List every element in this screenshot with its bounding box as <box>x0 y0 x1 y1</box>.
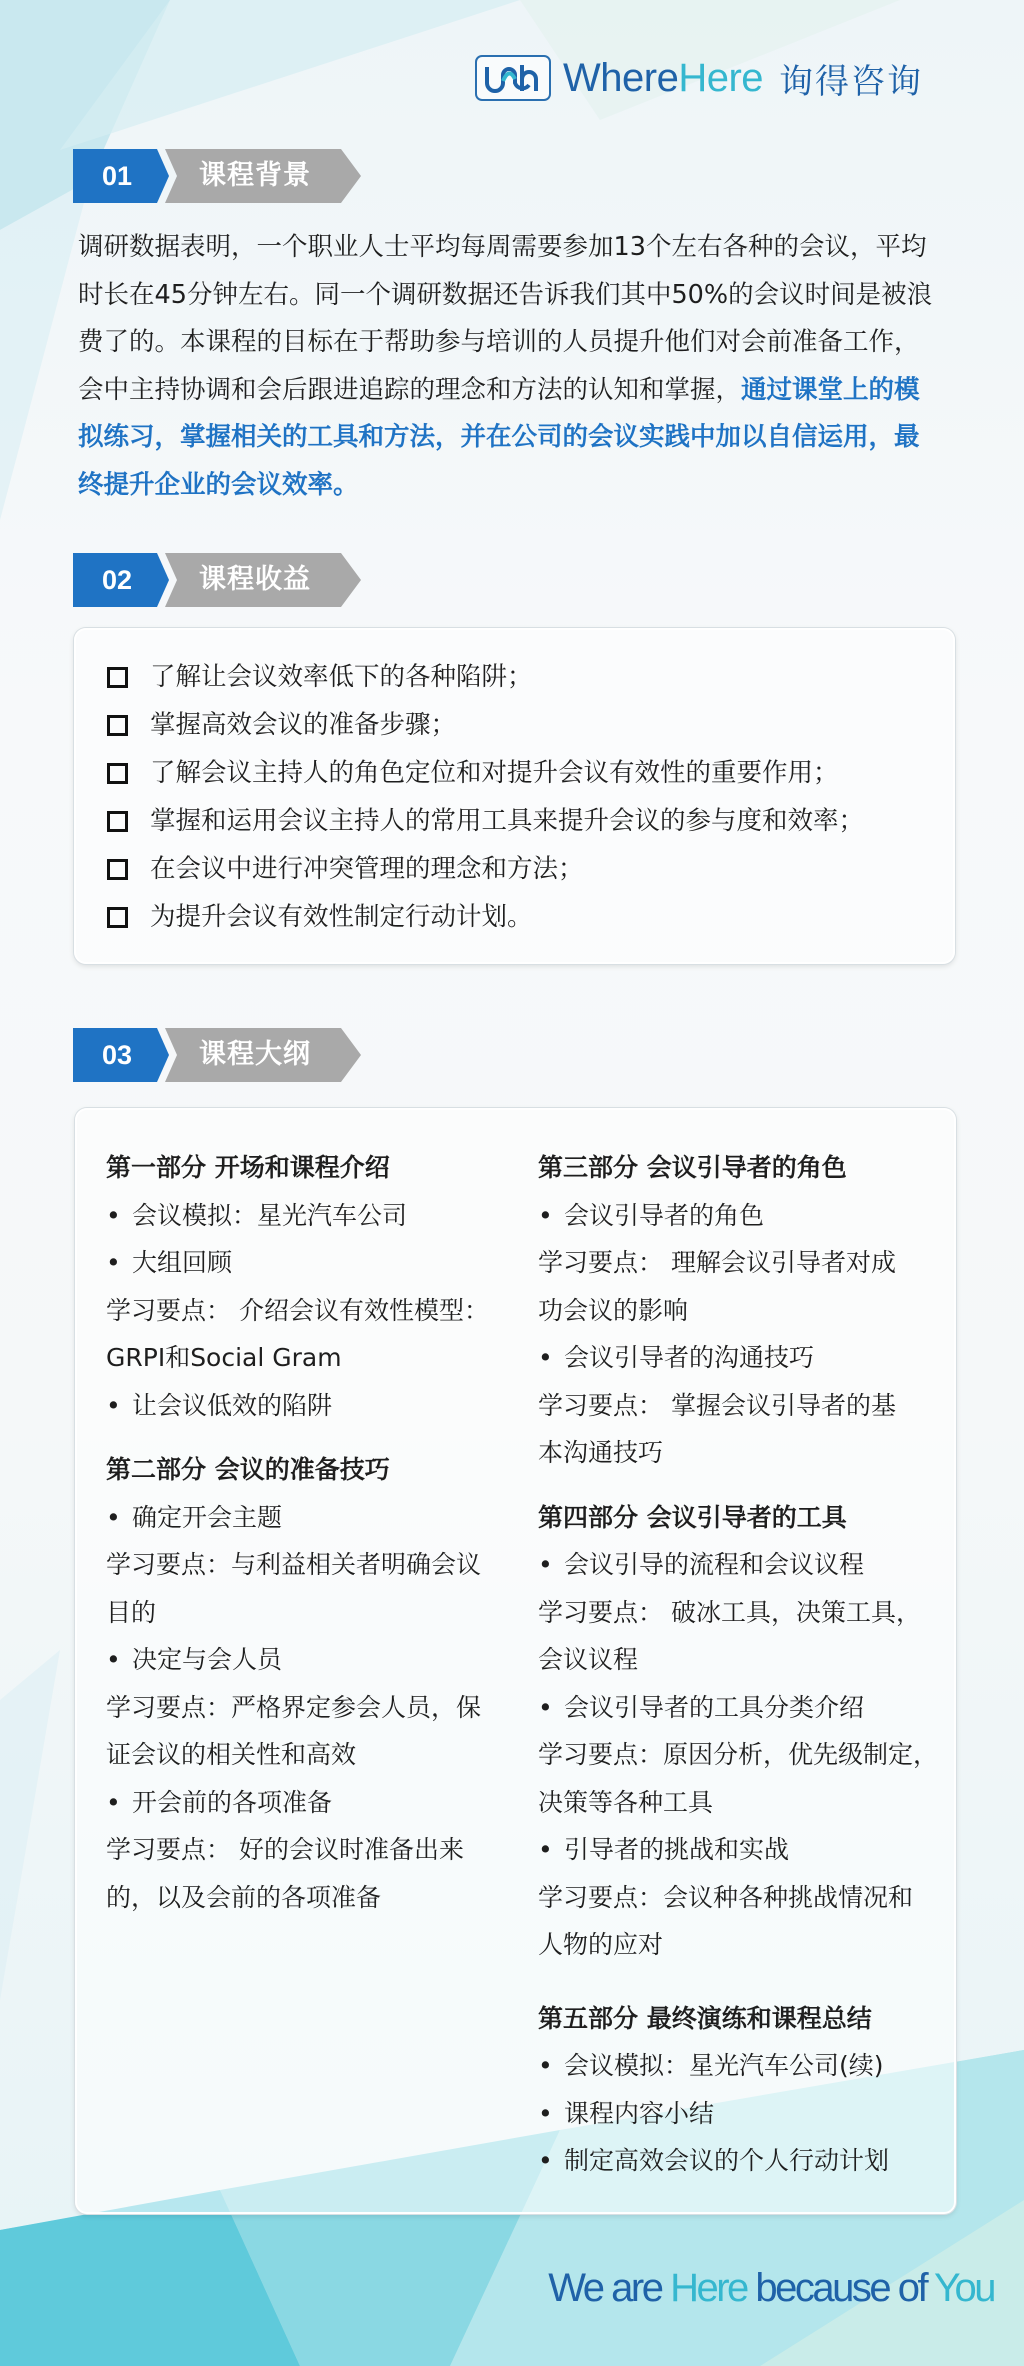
outline-text: 让会议低效的陷阱 <box>132 1390 333 1420</box>
benefit-text: 了解让会议效率低下的各种陷阱； <box>150 662 533 692</box>
outline-text: 学习要点：严格界定参会人员，保 <box>106 1692 482 1722</box>
outline-text: GRPI和Social Gram <box>106 1343 342 1372</box>
outline-learning-point <box>538 1382 938 1430</box>
background-paragraph <box>78 224 978 509</box>
logo-word-here: Here <box>678 55 764 100</box>
outline-bullet-item <box>538 2090 938 2138</box>
paragraph-line <box>78 272 978 320</box>
logo-mark-icon <box>475 55 551 101</box>
paragraph-highlight: 终提升企业的会议效率。 <box>78 469 359 500</box>
outline-learning-point <box>538 1731 938 1779</box>
outline-bullet-item <box>106 1779 489 1827</box>
paragraph-line <box>78 414 978 462</box>
outline-text: 证会议的相关性和高效 <box>106 1740 357 1769</box>
outline-text: 本沟通技巧 <box>538 1438 664 1467</box>
outline-bullet-item <box>106 1382 489 1430</box>
section-header-benefits <box>73 553 363 607</box>
slogan-part: We are <box>548 2266 671 2310</box>
outline-learning-point <box>106 1684 489 1732</box>
outline-text: 第四部分 会议引导者的工具 <box>538 1502 847 1532</box>
outline-part-heading <box>538 1995 938 2043</box>
benefit-item <box>107 653 533 701</box>
outline-text: 制定高效会议的个人行动计划 <box>564 2146 890 2175</box>
outline-text: 会议引导者的角色 <box>564 1200 765 1230</box>
outline-learning-point <box>106 1334 489 1382</box>
outline-text: 第一部分 开场和课程介绍 <box>106 1153 390 1182</box>
bullet-icon: • <box>538 1835 553 1864</box>
outline-part-heading <box>538 1144 938 1192</box>
benefit-text: 了解会议主持人的角色定位和对提升会议有效性的重要作用； <box>150 758 839 788</box>
footer-slogan <box>548 2266 994 2311</box>
outline-part-heading <box>538 1494 938 1542</box>
outline-text: 的，以及会前的各项准备 <box>106 1882 382 1912</box>
outline-text: 学习要点：会议种各种挑战情况和 <box>538 1882 914 1912</box>
bullet-icon: • <box>538 1692 553 1722</box>
outline-learning-point <box>106 1541 489 1589</box>
outline-learning-point <box>538 1921 938 1969</box>
outline-learning-point <box>106 1287 489 1335</box>
paragraph-text: 会中主持协调和会后跟进追踪的理念和方法的认知和掌握， <box>78 374 742 405</box>
paragraph-text: 调研数据表明，一个职业人士平均每周需要参加13个左右各种的会议，平均 <box>78 232 927 262</box>
paragraph-line <box>78 319 978 367</box>
outline-bullet-item <box>538 1541 938 1589</box>
outline-bullet-item <box>538 2042 938 2090</box>
outline-text: 学习要点：与利益相关者明确会议 <box>106 1550 482 1579</box>
outline-text: 确定开会主题 <box>132 1502 283 1532</box>
outline-learning-point <box>106 1826 489 1874</box>
slogan-part: Here <box>670 2266 747 2310</box>
brand-logo <box>475 54 923 102</box>
outline-left-column <box>106 1144 489 1921</box>
outline-text: 学习要点： 介绍会议有效性模型： <box>106 1295 489 1325</box>
outline-text: 人物的应对 <box>538 1930 664 1959</box>
outline-text: 会议引导者的沟通技巧 <box>564 1343 815 1372</box>
outline-learning-point <box>538 1636 938 1684</box>
outline-learning-point <box>106 1589 489 1637</box>
checkbox-square-icon <box>107 667 128 688</box>
outline-text: 学习要点： 破冰工具，决策工具， <box>538 1597 921 1627</box>
outline-bullet-item <box>538 1826 938 1874</box>
bullet-icon: • <box>538 2098 553 2128</box>
outline-learning-point <box>538 1779 938 1827</box>
outline-bullet-item <box>106 1192 489 1240</box>
bullet-icon: • <box>538 1200 553 1230</box>
outline-bullet-item <box>106 1494 489 1542</box>
benefit-item <box>107 797 864 845</box>
outline-text: 引导者的挑战和实战 <box>564 1835 790 1864</box>
checkbox-square-icon <box>107 763 128 784</box>
paragraph-text: 费了的。本课程的目标在于帮助参与培训的人员提升他们对会前准备工作， <box>78 327 920 357</box>
paragraph-highlight: 拟练习，掌握相关的工具和方法，并在公司的会议实践中加以自信运用，最 <box>78 422 920 452</box>
bullet-icon: • <box>538 1550 553 1579</box>
outline-learning-point <box>538 1874 938 1922</box>
bullet-icon: • <box>106 1390 121 1420</box>
outline-text: 会议议程 <box>538 1645 639 1674</box>
benefit-item <box>107 893 533 941</box>
outline-learning-point <box>538 1239 938 1287</box>
benefit-item <box>107 749 839 797</box>
benefit-item <box>107 701 456 749</box>
checkbox-square-icon <box>107 859 128 880</box>
paragraph-text: 时长在45分钟左右。同一个调研数据还告诉我们其中50%的会议时间是被浪 <box>78 279 933 310</box>
bullet-icon: • <box>106 1200 121 1230</box>
outline-text: 开会前的各项准备 <box>132 1787 333 1817</box>
bullet-icon: • <box>538 2051 553 2080</box>
section-header-background <box>73 149 363 203</box>
section-title: 课程大纲 <box>199 1039 311 1070</box>
benefit-text: 为提升会议有效性制定行动计划。 <box>150 902 533 932</box>
benefit-text: 掌握和运用会议主持人的常用工具来提升会议的参与度和效率； <box>150 806 865 836</box>
paragraph-line <box>78 224 978 272</box>
checkbox-square-icon <box>107 907 128 928</box>
section-title: 课程收益 <box>199 564 311 595</box>
outline-bullet-item <box>538 1192 938 1240</box>
bullet-icon: • <box>106 1248 121 1277</box>
paragraph-line <box>78 367 978 415</box>
outline-text: 决策等各种工具 <box>538 1787 714 1817</box>
outline-learning-point <box>538 1287 938 1335</box>
bullet-icon: • <box>106 1787 121 1817</box>
bullet-icon: • <box>538 2146 553 2175</box>
section-number: 02 <box>101 565 133 595</box>
bullet-icon: • <box>538 1343 553 1372</box>
outline-text: 学习要点： 掌握会议引导者的基 <box>538 1390 896 1420</box>
outline-bullet-item <box>106 1636 489 1684</box>
bullet-icon: • <box>106 1502 121 1532</box>
logo-chinese-name: 询得咨询 <box>779 61 924 102</box>
outline-learning-point <box>106 1731 489 1779</box>
outline-right-column <box>538 1144 938 2185</box>
outline-text: 学习要点：原因分析，优先级制定， <box>538 1740 939 1769</box>
outline-text: 功会议的影响 <box>538 1295 689 1325</box>
outline-part-heading <box>106 1144 489 1192</box>
outline-bullet-item <box>538 2137 938 2185</box>
section-number: 01 <box>101 161 133 191</box>
bullet-icon: • <box>106 1645 121 1674</box>
outline-text: 决定与会人员 <box>132 1645 283 1674</box>
paragraph-line <box>78 462 978 510</box>
outline-text: 会议引导的流程和会议议程 <box>564 1550 865 1579</box>
outline-text: 会议模拟：星光汽车公司 <box>132 1200 408 1230</box>
section-header-outline <box>73 1028 363 1082</box>
outline-learning-point <box>538 1429 938 1477</box>
logo-word-where: Where <box>563 55 679 100</box>
outline-bullet-item <box>538 1334 938 1382</box>
outline-text: 会议模拟：星光汽车公司(续) <box>564 2051 884 2080</box>
outline-text: 第五部分 最终演练和课程总结 <box>538 2003 872 2033</box>
outline-text: 课程内容小结 <box>564 2098 715 2128</box>
outline-learning-point <box>106 1874 489 1922</box>
outline-text: 目的 <box>106 1597 157 1627</box>
benefit-item <box>107 845 584 893</box>
outline-text: 第二部分 会议的准备技巧 <box>106 1455 390 1484</box>
benefit-text: 掌握高效会议的准备步骤； <box>150 710 457 740</box>
outline-text: 学习要点： 好的会议时准备出来 <box>106 1835 464 1864</box>
outline-text: 会议引导者的工具分类介绍 <box>564 1692 865 1722</box>
outline-text: 学习要点： 理解会议引导者对成 <box>538 1248 896 1277</box>
paragraph-highlight: 通过课堂上的模 <box>741 374 920 405</box>
slogan-part: You <box>934 2266 994 2310</box>
slogan-part: because of <box>746 2266 934 2310</box>
outline-bullet-item <box>106 1239 489 1287</box>
benefit-text: 在会议中进行冲突管理的理念和方法； <box>150 854 584 884</box>
outline-learning-point <box>538 1589 938 1637</box>
outline-part-heading <box>106 1446 489 1494</box>
outline-text: 大组回顾 <box>132 1248 233 1277</box>
outline-text: 第三部分 会议引导者的角色 <box>538 1153 847 1182</box>
checkbox-square-icon <box>107 811 128 832</box>
section-title: 课程背景 <box>199 160 311 191</box>
outline-bullet-item <box>538 1684 938 1732</box>
checkbox-square-icon <box>107 715 128 736</box>
section-number: 03 <box>101 1040 133 1070</box>
